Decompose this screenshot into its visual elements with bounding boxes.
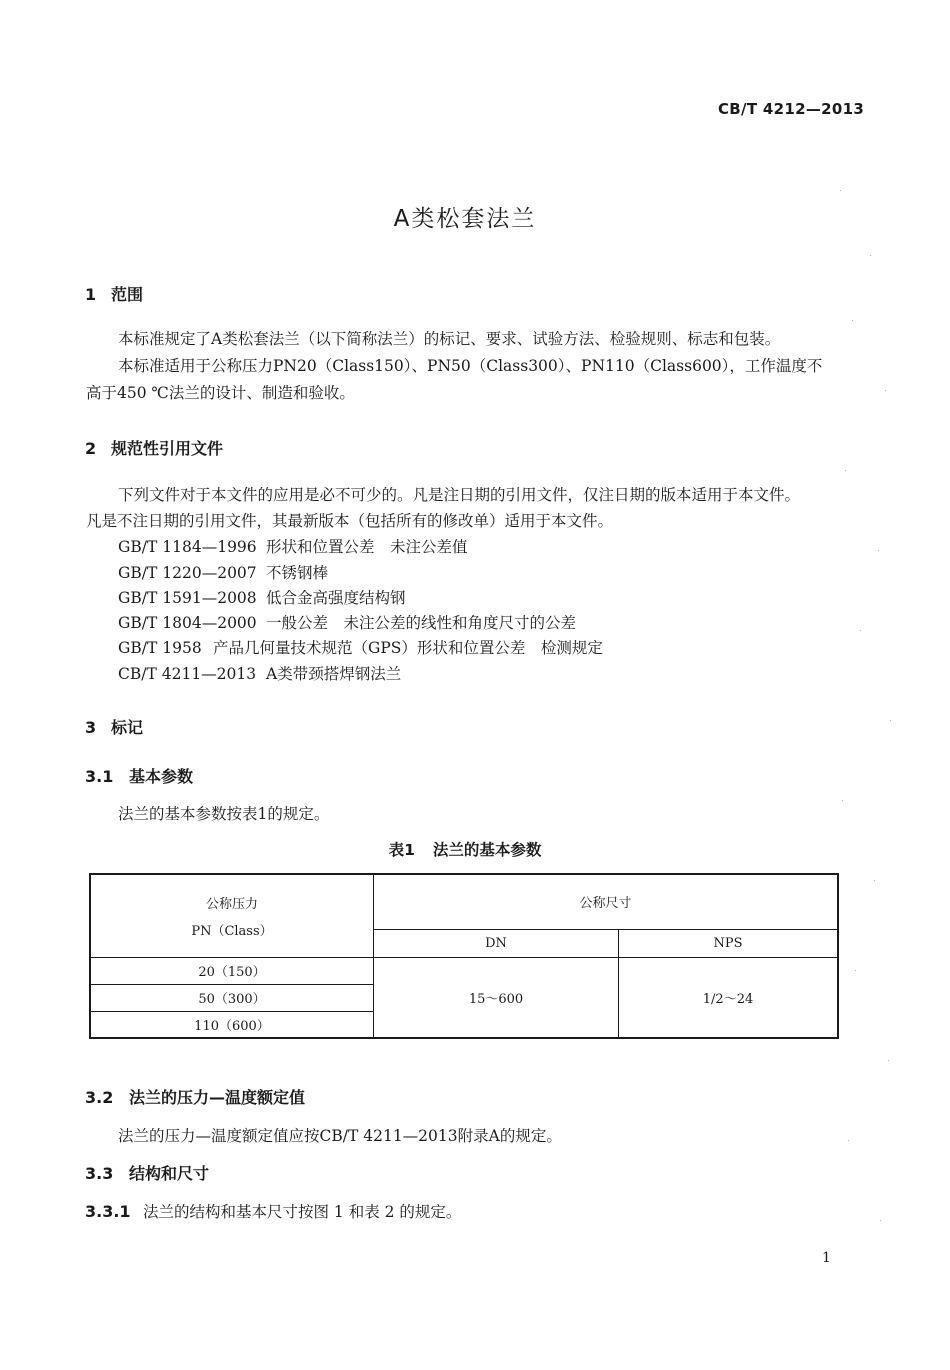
section-text: 法兰的结构和基本尺寸按图 1 和表 2 的规定。 [143, 1203, 462, 1221]
section-3-2-heading [85, 1085, 305, 1108]
reference-code: GB/T 1591—2008 [118, 589, 257, 607]
reference-item [118, 662, 401, 684]
header-pressure-line2: PN（Class） [191, 923, 273, 939]
header-nominal-pressure [90, 874, 374, 957]
section-title: 基本参数 [129, 767, 194, 786]
paragraph: 法兰的基本参数按表1的规定。 [118, 805, 330, 823]
header-nps: NPS [619, 929, 839, 957]
paragraph: 本标准规定了A类松套法兰（以下简称法兰）的标记、要求、试验方法、检验规则、标志和包装。 [118, 330, 781, 348]
paragraph: 下列文件对于本文件的应用是必不可少的。凡是注日期的引用文件，仅注日期的版本适用于本文件。 [118, 486, 801, 504]
section-title: 结构和尺寸 [129, 1164, 210, 1183]
section-title: 标记 [111, 718, 144, 737]
paragraph: 高于450 ℃法兰的设计、制造和验收。 [86, 384, 355, 402]
reference-item [118, 636, 603, 658]
reference-name: 一般公差 未注公差的线性和角度尺寸的公差 [266, 614, 577, 632]
paragraph: 凡是不注日期的引用文件，其最新版本（包括所有的修改单）适用于本文件。 [86, 512, 614, 530]
section-number: 1 [85, 285, 97, 304]
reference-name: A类带颈搭焊钢法兰 [266, 665, 402, 683]
section-number: 3.1 [85, 767, 114, 786]
section-number: 3 [85, 718, 97, 737]
section-3-3-1 [85, 1200, 461, 1222]
reference-item [118, 611, 576, 633]
section-number: 3.2 [85, 1088, 114, 1107]
header-pressure-line1: 公称压力 [205, 896, 258, 912]
reference-code: GB/T 1184—1996 [118, 538, 257, 556]
page-title: A类松套法兰 [393, 206, 537, 232]
table-cell-dn-range: 15～600 [374, 957, 619, 1038]
basic-parameters-table [89, 873, 839, 1039]
reference-code: GB/T 1804—2000 [118, 614, 257, 632]
table-cell-pressure: 110（600） [90, 1011, 374, 1038]
standard-code: CB/T 4212—2013 [718, 100, 865, 118]
section-3-heading [85, 715, 143, 738]
section-3-3-heading [85, 1161, 209, 1184]
section-2-heading [85, 436, 223, 459]
table-caption-number: 表1 [388, 841, 415, 859]
page-number: 1 [822, 1250, 831, 1266]
table-cell-nps-range: 1/2～24 [619, 957, 839, 1038]
table-caption [0, 838, 930, 860]
reference-item [118, 561, 328, 583]
paragraph: 法兰的压力—温度额定值应按CB/T 4211—2013附录A的规定。 [118, 1127, 562, 1145]
table-cell-pressure: 50（300） [90, 984, 374, 1011]
reference-item [118, 586, 406, 608]
header-nominal-size: 公称尺寸 [374, 874, 839, 929]
paragraph: 本标准适用于公称压力PN20（Class150）、PN50（Class300）、PN110（Class600），工作温度不 [118, 357, 823, 375]
table-caption-title: 法兰的基本参数 [432, 841, 542, 859]
reference-code: GB/T 1220—2007 [118, 564, 257, 582]
reference-item [118, 535, 468, 557]
table-cell-pressure: 20（150） [90, 957, 374, 984]
section-3-1-heading [85, 764, 193, 787]
section-title: 规范性引用文件 [111, 439, 224, 458]
reference-name: 低合金高强度结构钢 [266, 589, 406, 607]
reference-code: CB/T 4211—2013 [118, 665, 257, 683]
reference-code: GB/T 1958 [118, 639, 202, 657]
section-1-heading [85, 282, 143, 305]
reference-name: 形状和位置公差 未注公差值 [266, 538, 468, 556]
scan-noise [830, 160, 910, 1260]
section-number: 2 [85, 439, 97, 458]
header-dn: DN [374, 929, 619, 957]
reference-name: 不锈钢棒 [266, 564, 329, 582]
section-title: 范围 [111, 285, 144, 304]
reference-name: 产品几何量技术规范（GPS）形状和位置公差 检测规定 [213, 639, 603, 657]
section-number: 3.3 [85, 1164, 114, 1183]
section-title: 法兰的压力—温度额定值 [129, 1088, 306, 1107]
section-number: 3.3.1 [85, 1202, 131, 1221]
